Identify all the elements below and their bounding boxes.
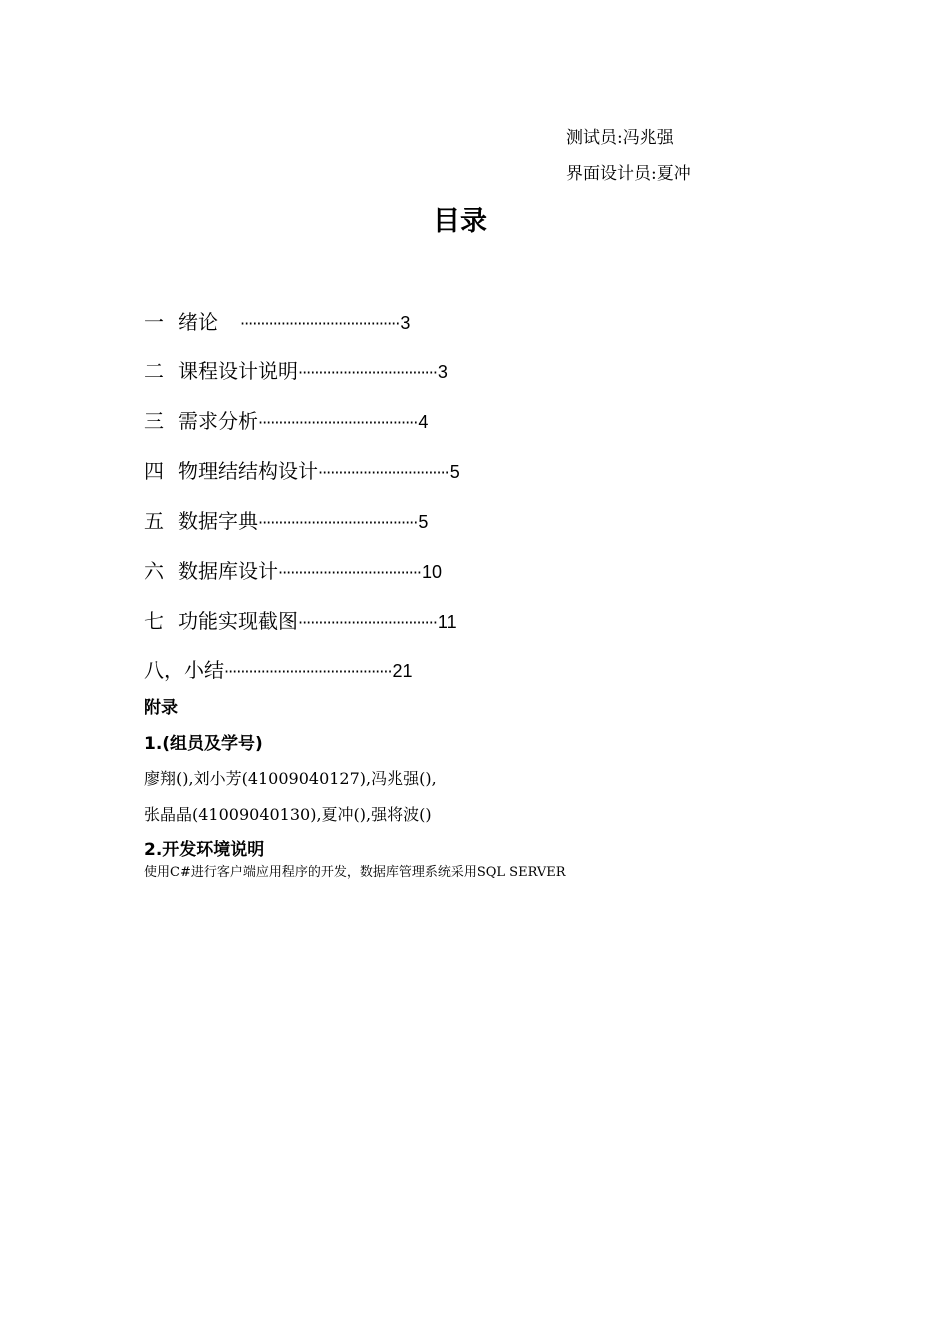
toc-entry-label: 绪论 [178,310,218,334]
toc-entry-label: 数据字典 [178,509,258,533]
toc-entry-page: 5 [449,462,460,482]
toc-entry [144,407,428,437]
toc-entry-number: 四 [144,459,164,483]
toc-entry [144,308,410,338]
toc-entry [144,607,457,637]
toc-entry-leader: ······································· [258,513,418,532]
toc-entry-leader: ········································· [224,662,392,681]
toc-entry-leader: ································ [318,463,449,482]
toc-entry-label: 功能实现截图 [178,609,298,633]
toc-entry-label: 数据库设计 [178,559,278,583]
toc-entry [144,656,413,686]
toc-entry-page: 3 [400,313,411,333]
members-line: 廖翔(),刘小芳(41009040127),冯兆强(), [144,769,437,788]
environment-description: 使用C#进行客户端应用程序的开发，数据库管理系统采用SQL SERVER [144,865,566,880]
toc-entry-leader: ··································· [278,563,422,582]
members-section-title: 1.(组员及学号) [144,734,263,754]
toc-entry [144,357,448,387]
ui-designer-credit: 界面设计员:夏冲 [566,164,691,184]
toc-entry-number: 五 [144,509,164,533]
members-line: 张晶晶(41009040130),夏冲(),强将波() [144,805,432,824]
toc-entry [144,557,442,587]
toc-entry-leader: ······································· [258,413,418,432]
environment-section-title: 2.开发环境说明 [144,840,265,860]
toc-entry-label: 需求分析 [178,409,258,433]
tester-credit: 测试员:冯兆强 [566,128,674,148]
toc-entry-page: 5 [418,512,429,532]
toc-entry-page: 21 [392,661,413,681]
toc-entry-label: 小结 [184,658,224,682]
toc-entry-label: 物理结结构设计 [178,459,318,483]
toc-entry-number: 三 [144,409,164,433]
toc-entry-page: 11 [437,612,457,632]
toc-entry-label: 课程设计说明 [178,359,298,383]
toc-entry-number: 八， [144,658,184,682]
toc-entry-leader: ·································· [298,363,437,382]
toc-entry-leader: ·································· [298,613,437,632]
toc-entry-page: 3 [437,362,448,382]
toc-entry-page: 10 [422,562,443,582]
toc-entry-number: 一 [144,310,164,334]
toc-entry-page: 4 [418,412,429,432]
appendix-title: 附录 [144,698,178,718]
toc-title: 目录 [433,206,487,237]
toc-entry [144,457,460,487]
toc-entry [144,507,428,537]
toc-entry-number: 七 [144,609,164,633]
toc-entry-number: 六 [144,559,164,583]
toc-entry-number: 二 [144,359,164,383]
toc-entry-leader: ······································· [240,314,400,333]
